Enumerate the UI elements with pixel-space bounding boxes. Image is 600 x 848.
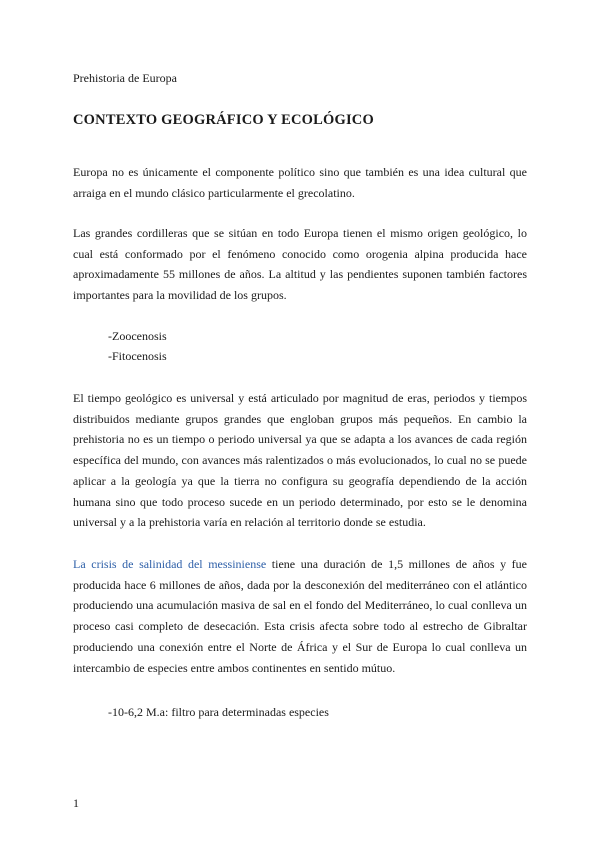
paragraph-tiempo-geologico: El tiempo geológico es universal y está articulado por magnitud de eras, periodos y tiempos distribuidos mediante grupos grandes que engloban grupos más pequeños. En cambio la prehistoria no es un tiempo o periodo universal ya que se adapta a los avances de cada región específica del mundo, con avances más ralentizados o más evolucionados, lo cual no se puede aplicar a la geología ya que la tierra no configura su geografía dependiendo de la acción humana sino que todo proceso sucede en un periodo determinado, por esto se le denomina universal y a la prehistoria varía en relación al territorio donde se estudia.	[73, 391, 527, 530]
section-title: CONTEXTO GEOGRÁFICO Y ECOLÓGICO	[73, 112, 374, 128]
running-header: Prehistoria de Europa	[73, 71, 177, 85]
list-item-fitocenosis: -Fitocenosis	[108, 349, 167, 363]
paragraph-crisis-salinidad	[73, 554, 527, 678]
crisis-salinidad-link[interactable]: La crisis de salinidad del messiniense	[73, 557, 267, 571]
list-item-filtro: -10-6,2 M.a: filtro para determinadas especies	[108, 705, 329, 719]
paragraph-europa: Europa no es únicamente el componente político sino que también es una idea cultural que arraiga en el mundo clásico particularmente el grecolatino.	[73, 165, 527, 200]
list-item-zoocenosis: -Zoocenosis	[108, 329, 167, 343]
paragraph-cordilleras: Las grandes cordilleras que se sitúan en todo Europa tienen el mismo origen geológico, lo cual está conformado por el fenómeno conocido como orogenia alpina producida hace aproximadamente 55 millones de años. La altitud y las pendientes suponen también factores importantes para la movilidad de los grupos.	[73, 226, 527, 303]
paragraph-crisis-text: tiene una duración de 1,5 millones de años y fue producida hace 6 millones de años, dada por la desconexión del mediterráneo con el atlántico produciendo una acumulación masiva de sal en el fondo del Mediterráneo, lo cual conlleva un proceso casi completo de desecación. Esta crisis afecta sobre todo al estrecho de Gibraltar produciendo una conexión entre el Norte de África y el Sur de Europa lo cual conlleva un intercambio de especies entre ambos continentes en sentido mútuo.	[73, 557, 527, 675]
page-number: 1	[73, 796, 79, 810]
